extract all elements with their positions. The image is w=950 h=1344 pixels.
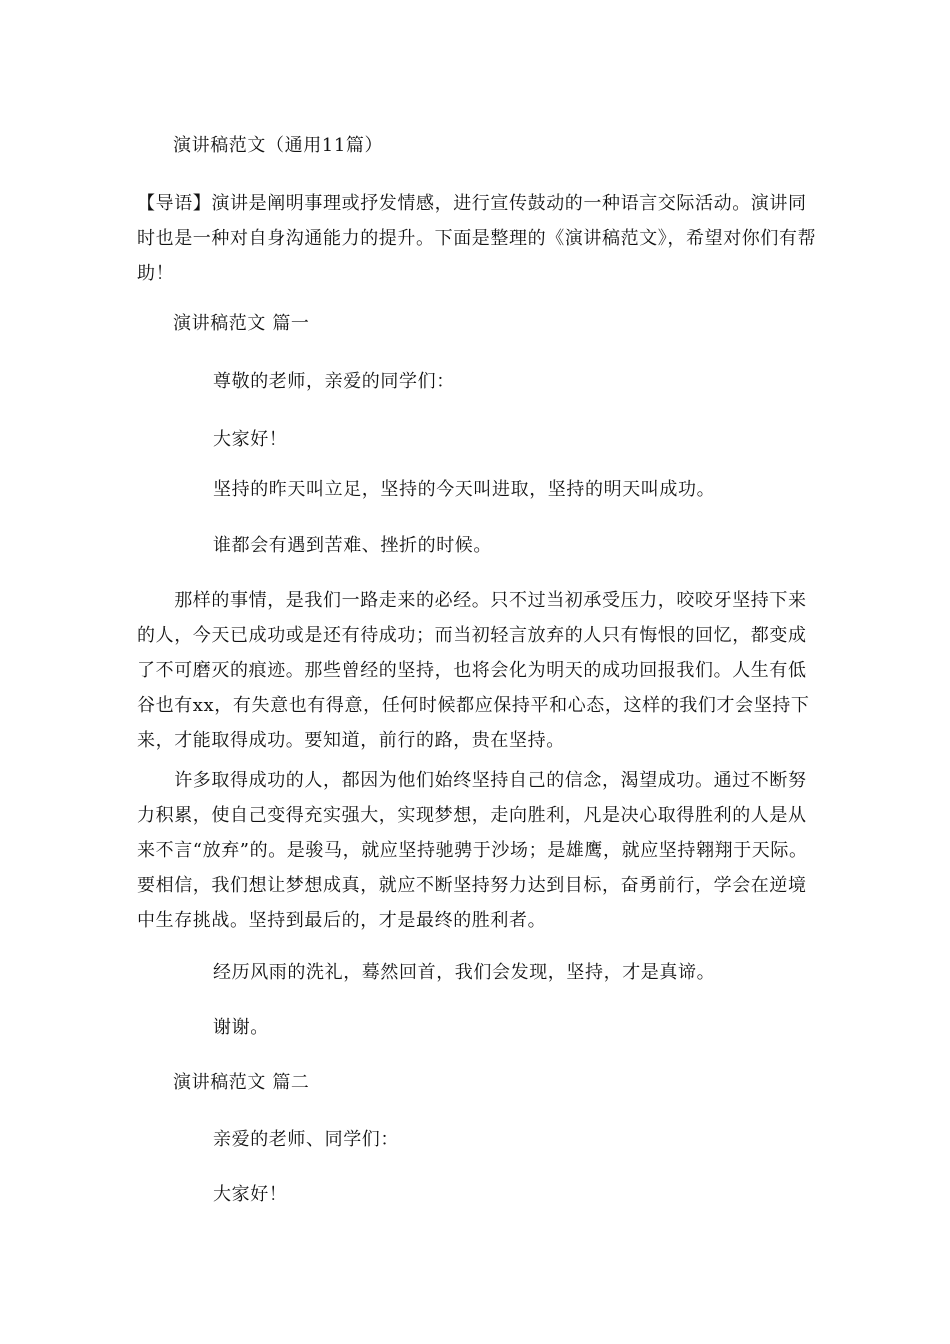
section-heading-1: 演讲稿范文 篇一 (173, 313, 310, 334)
intro-paragraph: 【导语】演讲是阐明事理或抒发情感，进行宣传鼓动的一种语言交际活动。演讲同时也是一种对自身沟通能力的提升。下面是整理的《演讲稿范文》，希望对你们有帮助！ (137, 193, 817, 284)
salutation-1: 尊敬的老师，亲爱的同学们： (213, 371, 455, 392)
thanks: 谢谢。 (213, 1017, 269, 1038)
paragraph-3: 那样的事情，是我们一路走来的必经。只不过当初承受压力，咬咬牙坚持下来的人，今天已成功或是还有待成功；而当初轻言放弃的人只有悔恨的回忆，都变成了不可磨灭的痕迹。那些曾经的坚持，也将会化为明天的成功回报我们。人生有低谷也有xx，有失意也有得意，任何时候都应保持平和心态，这样的我们才会坚持下来，才能取得成功。要知道，前行的路，贵在坚持。 (137, 590, 810, 751)
section-heading-2: 演讲稿范文 篇二 (173, 1072, 310, 1093)
document-title: 演讲稿范文（通用11篇） (173, 135, 384, 156)
paragraph-4: 许多取得成功的人，都因为他们始终坚持自己的信念，渴望成功。通过不断努力积累，使自己变得充实强大，实现梦想，走向胜利，凡是决心取得胜利的人是从来不言“放弃”的。是骏马，就应坚持驰骋于沙场；是雄鹰，就应坚持翱翔于天际。要相信，我们想让梦想成真，就应不断坚持努力达到目标，奋勇前行，学会在逆境中生存挑战。坚持到最后的，才是最终的胜利者。 (137, 770, 808, 931)
paragraph-1: 坚持的昨天叫立足，坚持的今天叫进取，坚持的明天叫成功。 (213, 479, 716, 500)
paragraph-2: 谁都会有遇到苦难、挫折的时候。 (213, 535, 492, 556)
paragraph-5: 经历风雨的洗礼，蓦然回首，我们会发现，坚持，才是真谛。 (213, 962, 716, 983)
greeting-2: 大家好！ (213, 1184, 288, 1205)
salutation-2: 亲爱的老师、同学们： (213, 1129, 399, 1150)
greeting-1: 大家好！ (213, 429, 288, 450)
